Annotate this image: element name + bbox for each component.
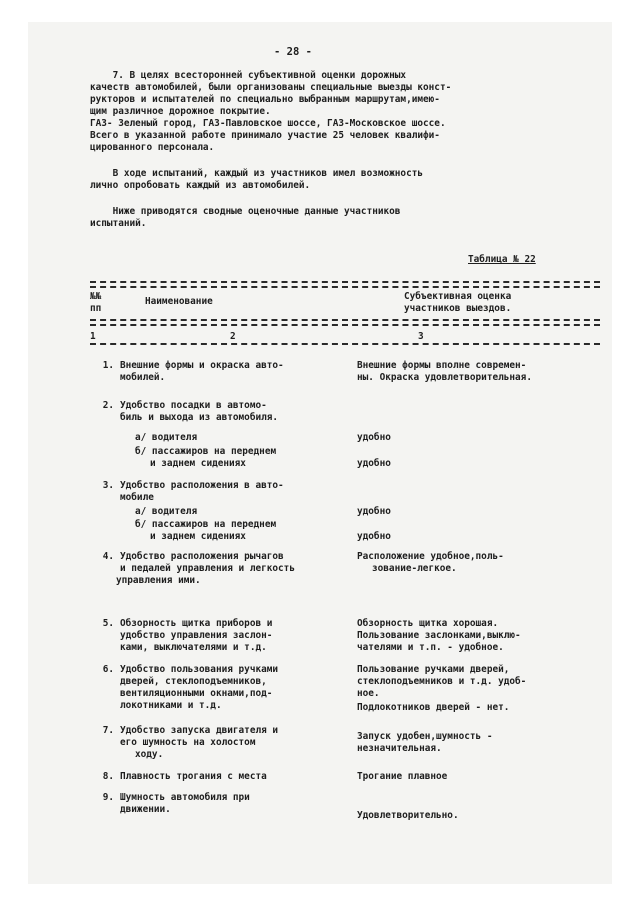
col-number: 2 xyxy=(230,331,236,342)
intro-line: цированного персонала. xyxy=(90,142,215,153)
row-eval: удобно xyxy=(357,458,391,469)
page-number: - 28 - xyxy=(274,46,312,58)
header-name: Наименование xyxy=(145,296,213,307)
row-name: Удобство запуска двигателя и xyxy=(120,725,279,736)
intro-line: ГАЗ- Зеленый город, ГАЗ-Павловское шоссе, ГАЗ-Московское шоссе. xyxy=(90,118,446,129)
paragraph-line: В ходе испытаний, каждый из участников имел возможность xyxy=(90,168,424,179)
row-name: и педалей управления и легкость xyxy=(120,563,295,574)
header-eval: участников выездов. xyxy=(404,303,512,314)
row-name: ходу. xyxy=(135,749,164,760)
row-eval: чателями и т.п. - удобное. xyxy=(357,642,504,653)
header-no: №№ xyxy=(90,291,102,302)
row-name: ками, выключателями и т.д. xyxy=(120,642,267,653)
row-number: 4. xyxy=(102,551,114,562)
intro-line: рукторов и испытателей по специально выбранным маршрутам,имею- xyxy=(90,94,440,105)
row-number: 6. xyxy=(102,664,114,675)
row-name: Обзорность щитка приборов и xyxy=(120,618,273,629)
row-number: 9. xyxy=(102,792,114,803)
paragraph-line: лично опробовать каждый из автомобилей. xyxy=(90,180,311,191)
row-name: вентиляционными окнами,под- xyxy=(120,688,273,699)
row-name: Удобство пользования ручками xyxy=(120,664,279,675)
row-name: движении. xyxy=(120,804,171,815)
row-number: 3. xyxy=(102,480,114,491)
row-name: удобство управления заслон- xyxy=(120,630,273,641)
intro-line: 7. В целях всесторонней субъективной оценки дорожных xyxy=(90,70,407,81)
row-eval: Подлокотников дверей - нет. xyxy=(357,702,510,713)
row-name: мобиле xyxy=(120,492,154,503)
row-name: локотниками и т.д. xyxy=(120,700,222,711)
row-eval: удобно xyxy=(357,506,391,517)
table-rule-header xyxy=(90,324,600,326)
row-name: Удобство расположения в авто- xyxy=(120,480,284,491)
row-eval: Трогание плавное xyxy=(357,771,448,782)
row-name: мобилей. xyxy=(120,372,166,383)
row-name: Внешние формы и окраска авто- xyxy=(120,360,284,371)
col-number: 1 xyxy=(90,331,96,342)
table-caption: Таблица № 22 xyxy=(468,254,536,265)
row-eval: незначительная. xyxy=(357,743,442,754)
row-name: Шумность автомобиля при xyxy=(120,792,250,803)
intro-line: Всего в указанной работе принимало участие 25 человек квалифи- xyxy=(90,130,440,141)
row-eval: удобно xyxy=(357,432,391,443)
table-rule-colnums xyxy=(90,343,600,345)
row-name: б/ пассажиров на переднем xyxy=(135,519,277,530)
row-number: 5. xyxy=(102,618,114,629)
row-number: 7. xyxy=(102,725,114,736)
row-name: Плавность трогания с места xyxy=(120,771,267,782)
row-number: 1. xyxy=(102,360,114,371)
row-eval: Запуск удобен,шумность - xyxy=(357,731,493,742)
row-name: а/ водителя xyxy=(135,506,198,517)
row-name: его шумность на холостом xyxy=(120,737,256,748)
row-number: 8. xyxy=(102,771,114,782)
table-rule-header xyxy=(90,319,600,321)
intro-line: щим различное дорожное покрытие. xyxy=(90,106,271,117)
row-eval: ны. Окраска удовлетворительная. xyxy=(357,372,532,383)
intro-line: качеств автомобилей, были организованы специальные выезды конст- xyxy=(90,82,452,93)
row-eval: Внешние формы вполне современ- xyxy=(357,360,527,371)
table-rule-top xyxy=(90,286,600,288)
row-eval: Пользование ручками дверей, xyxy=(357,664,510,675)
row-eval: ное. xyxy=(357,688,380,699)
row-eval: стеклоподъемников и т.д. удоб- xyxy=(357,676,527,687)
row-eval: удобно xyxy=(357,531,391,542)
row-name: б/ пассажиров на переднем xyxy=(135,446,277,457)
row-eval: зование-легкое. xyxy=(372,563,457,574)
row-eval: Удовлетворительно. xyxy=(357,810,459,821)
row-name: биль и выхода из автомобиля. xyxy=(120,412,279,423)
row-name: и заднем сидениях xyxy=(150,531,246,542)
row-name: Удобство расположения рычагов xyxy=(120,551,284,562)
row-name: и заднем сидениях xyxy=(150,458,246,469)
row-name: дверей, стеклоподъемников, xyxy=(120,676,267,687)
paragraph-line: Ниже приводятся сводные оценочные данные участников xyxy=(90,206,401,217)
row-name: управления ими. xyxy=(116,575,201,586)
header-no: пп xyxy=(90,303,102,314)
row-eval: Пользование заслонками,выклю- xyxy=(357,630,521,641)
row-eval: Обзорность щитка хорошая. xyxy=(357,618,499,629)
header-eval: Субъективная оценка xyxy=(404,291,512,302)
row-name: а/ водителя xyxy=(135,432,198,443)
row-eval: Расположение удобное,поль- xyxy=(357,551,504,562)
row-number: 2. xyxy=(102,400,114,411)
paragraph-line: испытаний. xyxy=(90,218,147,229)
table-rule-top xyxy=(90,281,600,283)
row-name: Удобство посадки в автомо- xyxy=(120,400,267,411)
col-number: 3 xyxy=(418,331,424,342)
